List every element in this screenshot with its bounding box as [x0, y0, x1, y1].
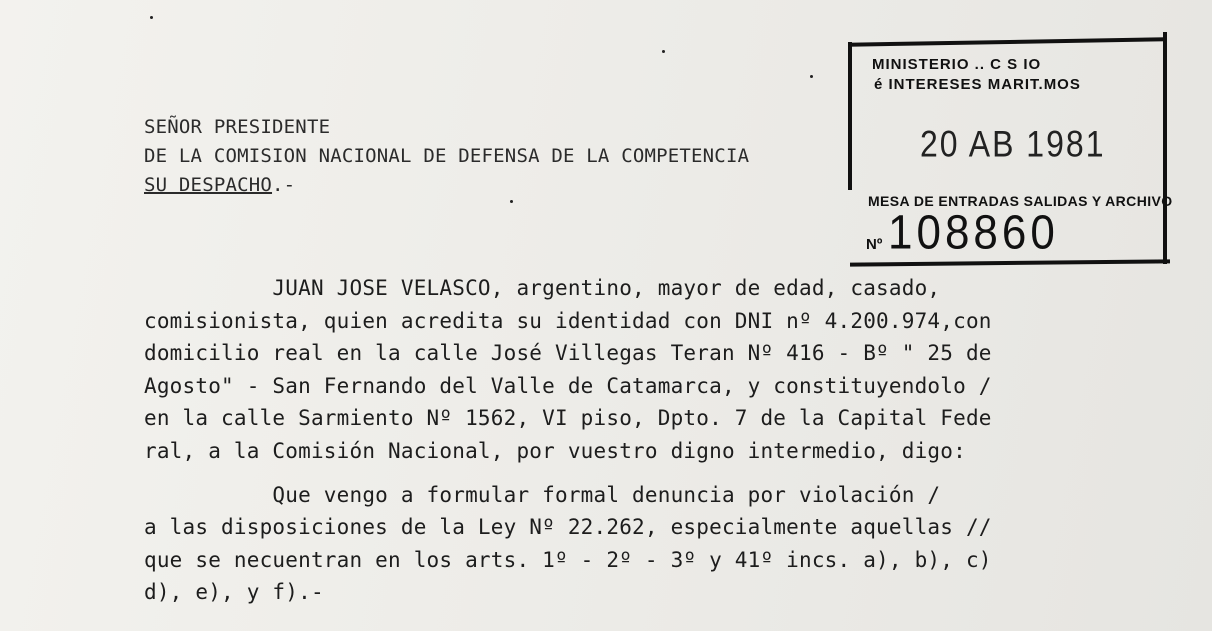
dust-speck [810, 75, 813, 78]
body-p2-line-3: que se necuentran en los arts. 1º - 2º - 3º y 41º incs. a), b), c) [144, 548, 992, 572]
addressee-line-3-text: SU DESPACHO [144, 174, 273, 196]
addressee-line-1: SEÑOR PRESIDENTE [144, 116, 331, 138]
dust-speck [150, 16, 153, 19]
body-p2-line-1: Que vengo a formular formal denuncia por violación / [144, 483, 941, 507]
addressee-line-3-suffix: .- [272, 174, 296, 196]
stamp-border-left [848, 42, 852, 190]
body-p1-line-6: ral, a la Comisión Nacional, por vuestro digno intermedio, digo: [144, 439, 966, 463]
body-p1-line-5: en la calle Sarmiento Nº 1562, VI piso, Dpto. 7 de la Capital Fede [144, 406, 992, 430]
body-p1-line-1: JUAN JOSE VELASCO, argentino, mayor de edad, casado, [144, 276, 941, 300]
body-p2-line-2: a las disposiciones de la Ley Nº 22.262, especialmente aquellas // [144, 515, 992, 539]
stamp-ministry-line-1: MINISTERIO .. C S IO [872, 56, 1042, 73]
stamp-ministry-line-2: é INTERESES MARIT.MOS [874, 76, 1081, 93]
stamp-date: 20 AB 1981 [920, 123, 1106, 165]
stamp-border-top [848, 37, 1166, 47]
body-p1-line-4: Agosto" - San Fernando del Valle de Catamarca, y constituyendolo / [144, 374, 992, 398]
stamp-office: MESA DE ENTRADAS SALIDAS Y ARCHIVO [868, 193, 1173, 209]
stamp-border-right [1163, 32, 1167, 264]
stamp-number-label: Nº [866, 236, 883, 253]
dust-speck [662, 50, 665, 53]
body-p1-line-2: comisionista, quien acredita su identidad con DNI nº 4.200.974,con [144, 309, 992, 333]
body-p2-line-4: d), e), y f).- [144, 580, 324, 604]
body-p1-line-3: domicilio real en la calle José Villegas Teran Nº 416 - Bº " 25 de [144, 341, 992, 365]
addressee-line-3 [144, 174, 295, 196]
stamp-number: 108860 [888, 205, 1059, 260]
dust-speck [510, 200, 513, 203]
addressee-line-2: DE LA COMISION NACIONAL DE DEFENSA DE LA COMPETENCIA [144, 145, 750, 167]
